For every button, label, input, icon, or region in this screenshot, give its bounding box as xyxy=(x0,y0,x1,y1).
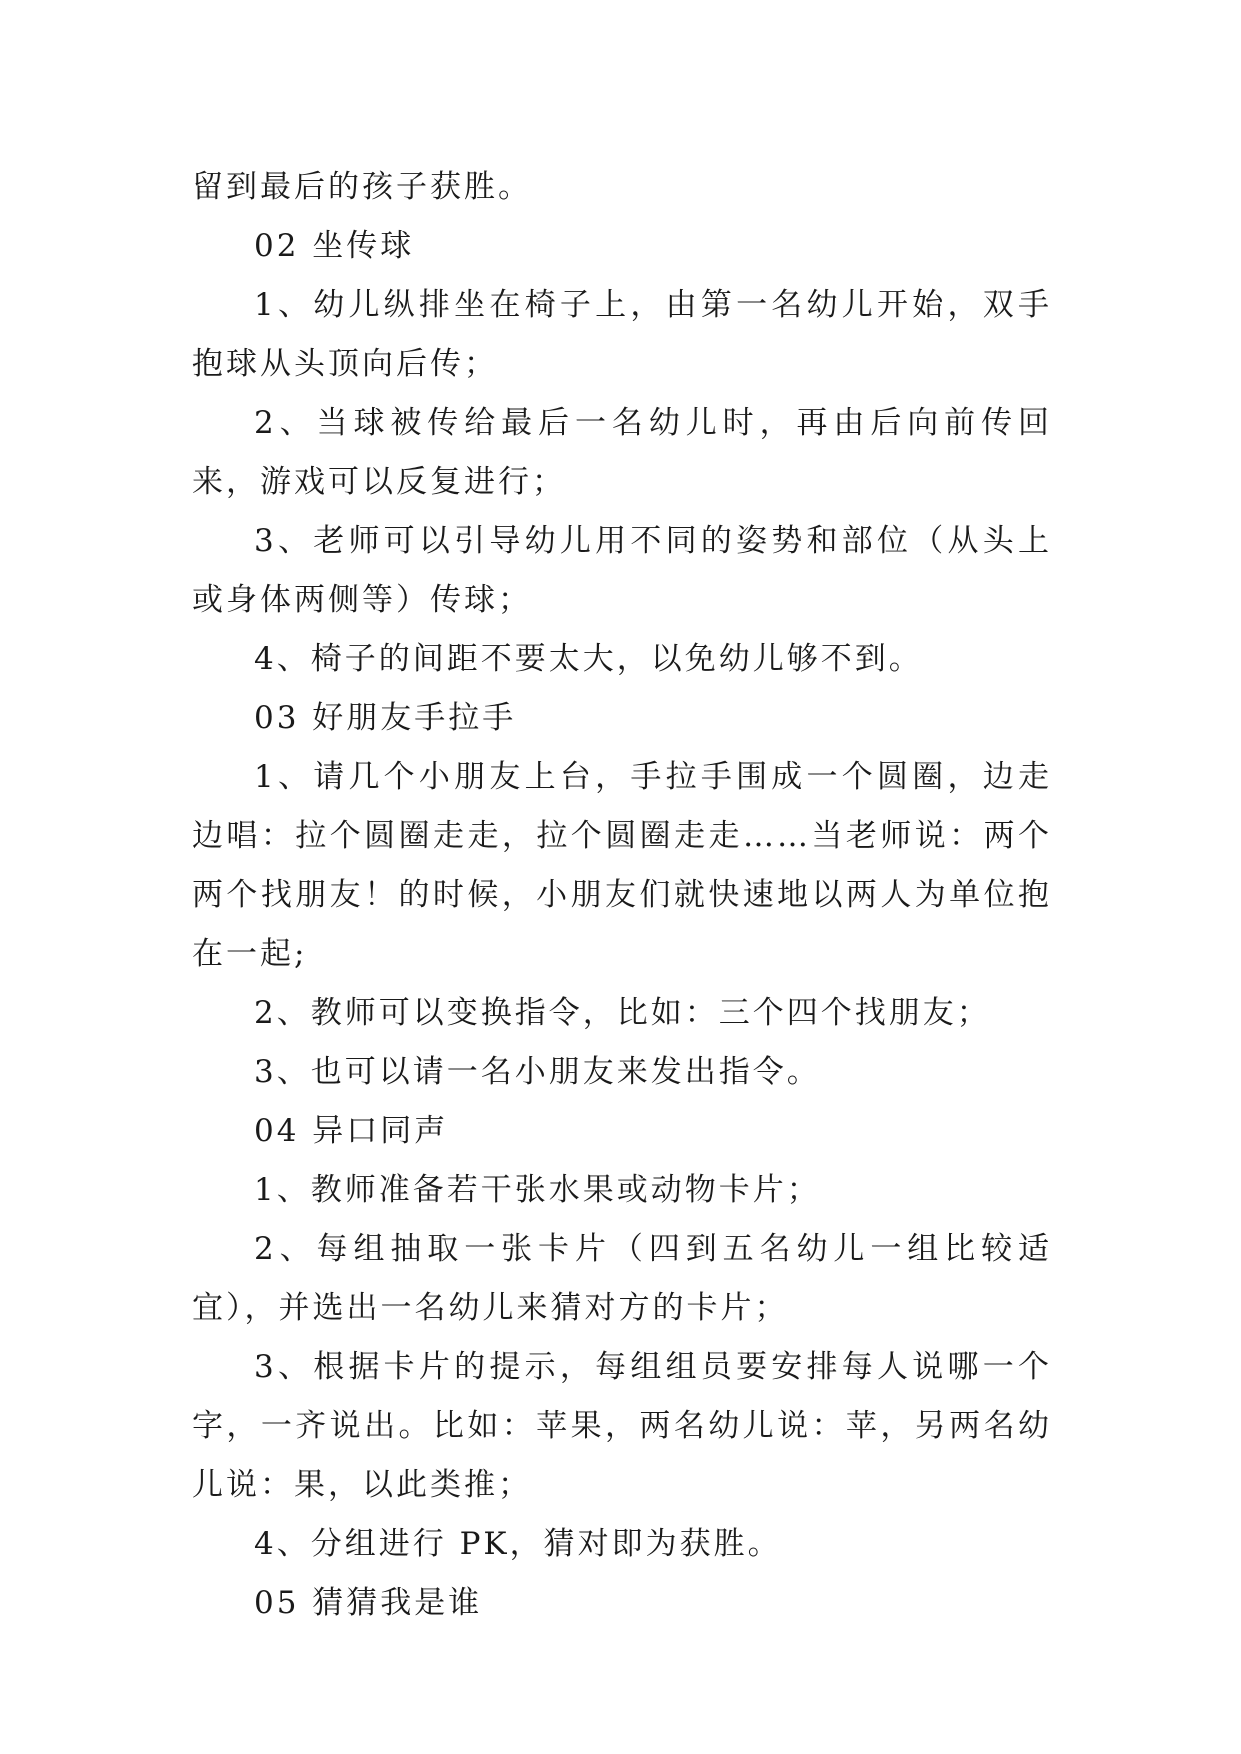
document-body xyxy=(192,158,1052,1633)
paragraph: 2、当球被传给最后一名幼儿时，再由后向前传回来，游戏可以反复进行； xyxy=(192,405,1052,500)
paragraph: 4、分组进行 PK，猜对即为获胜。 xyxy=(254,1526,782,1562)
paragraph-continuation: 留到最后的孩子获胜。 xyxy=(192,169,532,205)
paragraph: 4、椅子的间距不要太大，以免幼儿够不到。 xyxy=(254,641,923,677)
paragraph: 2、每组抽取一张卡片（四到五名幼儿一组比较适宜），并选出一名幼儿来猜对方的卡片； xyxy=(192,1231,1052,1326)
paragraph: 2、教师可以变换指令，比如：三个四个找朋友； xyxy=(254,995,991,1031)
paragraph: 3、也可以请一名小朋友来发出指令。 xyxy=(254,1054,821,1090)
paragraph: 1、幼儿纵排坐在椅子上，由第一名幼儿开始，双手抱球从头顶向后传； xyxy=(192,287,1052,382)
section-heading-03: 03 好朋友手拉手 xyxy=(254,700,517,736)
section-heading-02: 02 坐传球 xyxy=(254,228,415,264)
paragraph: 3、根据卡片的提示，每组组员要安排每人说哪一个字，一齐说出。比如：苹果，两名幼儿说：苹，另两名幼儿说：果，以此类推； xyxy=(192,1349,1052,1503)
paragraph: 1、请几个小朋友上台，手拉手围成一个圆圈，边走边唱：拉个圆圈走走，拉个圆圈走走……当老师说：两个两个找朋友！的时候，小朋友们就快速地以两人为单位抱在一起; xyxy=(192,759,1052,972)
paragraph: 1、教师准备若干张水果或动物卡片； xyxy=(254,1172,821,1208)
section-heading-05: 05 猜猜我是谁 xyxy=(254,1585,483,1621)
paragraph: 3、老师可以引导幼儿用不同的姿势和部位（从头上或身体两侧等）传球； xyxy=(192,523,1052,618)
section-heading-04: 04 异口同声 xyxy=(254,1113,449,1149)
